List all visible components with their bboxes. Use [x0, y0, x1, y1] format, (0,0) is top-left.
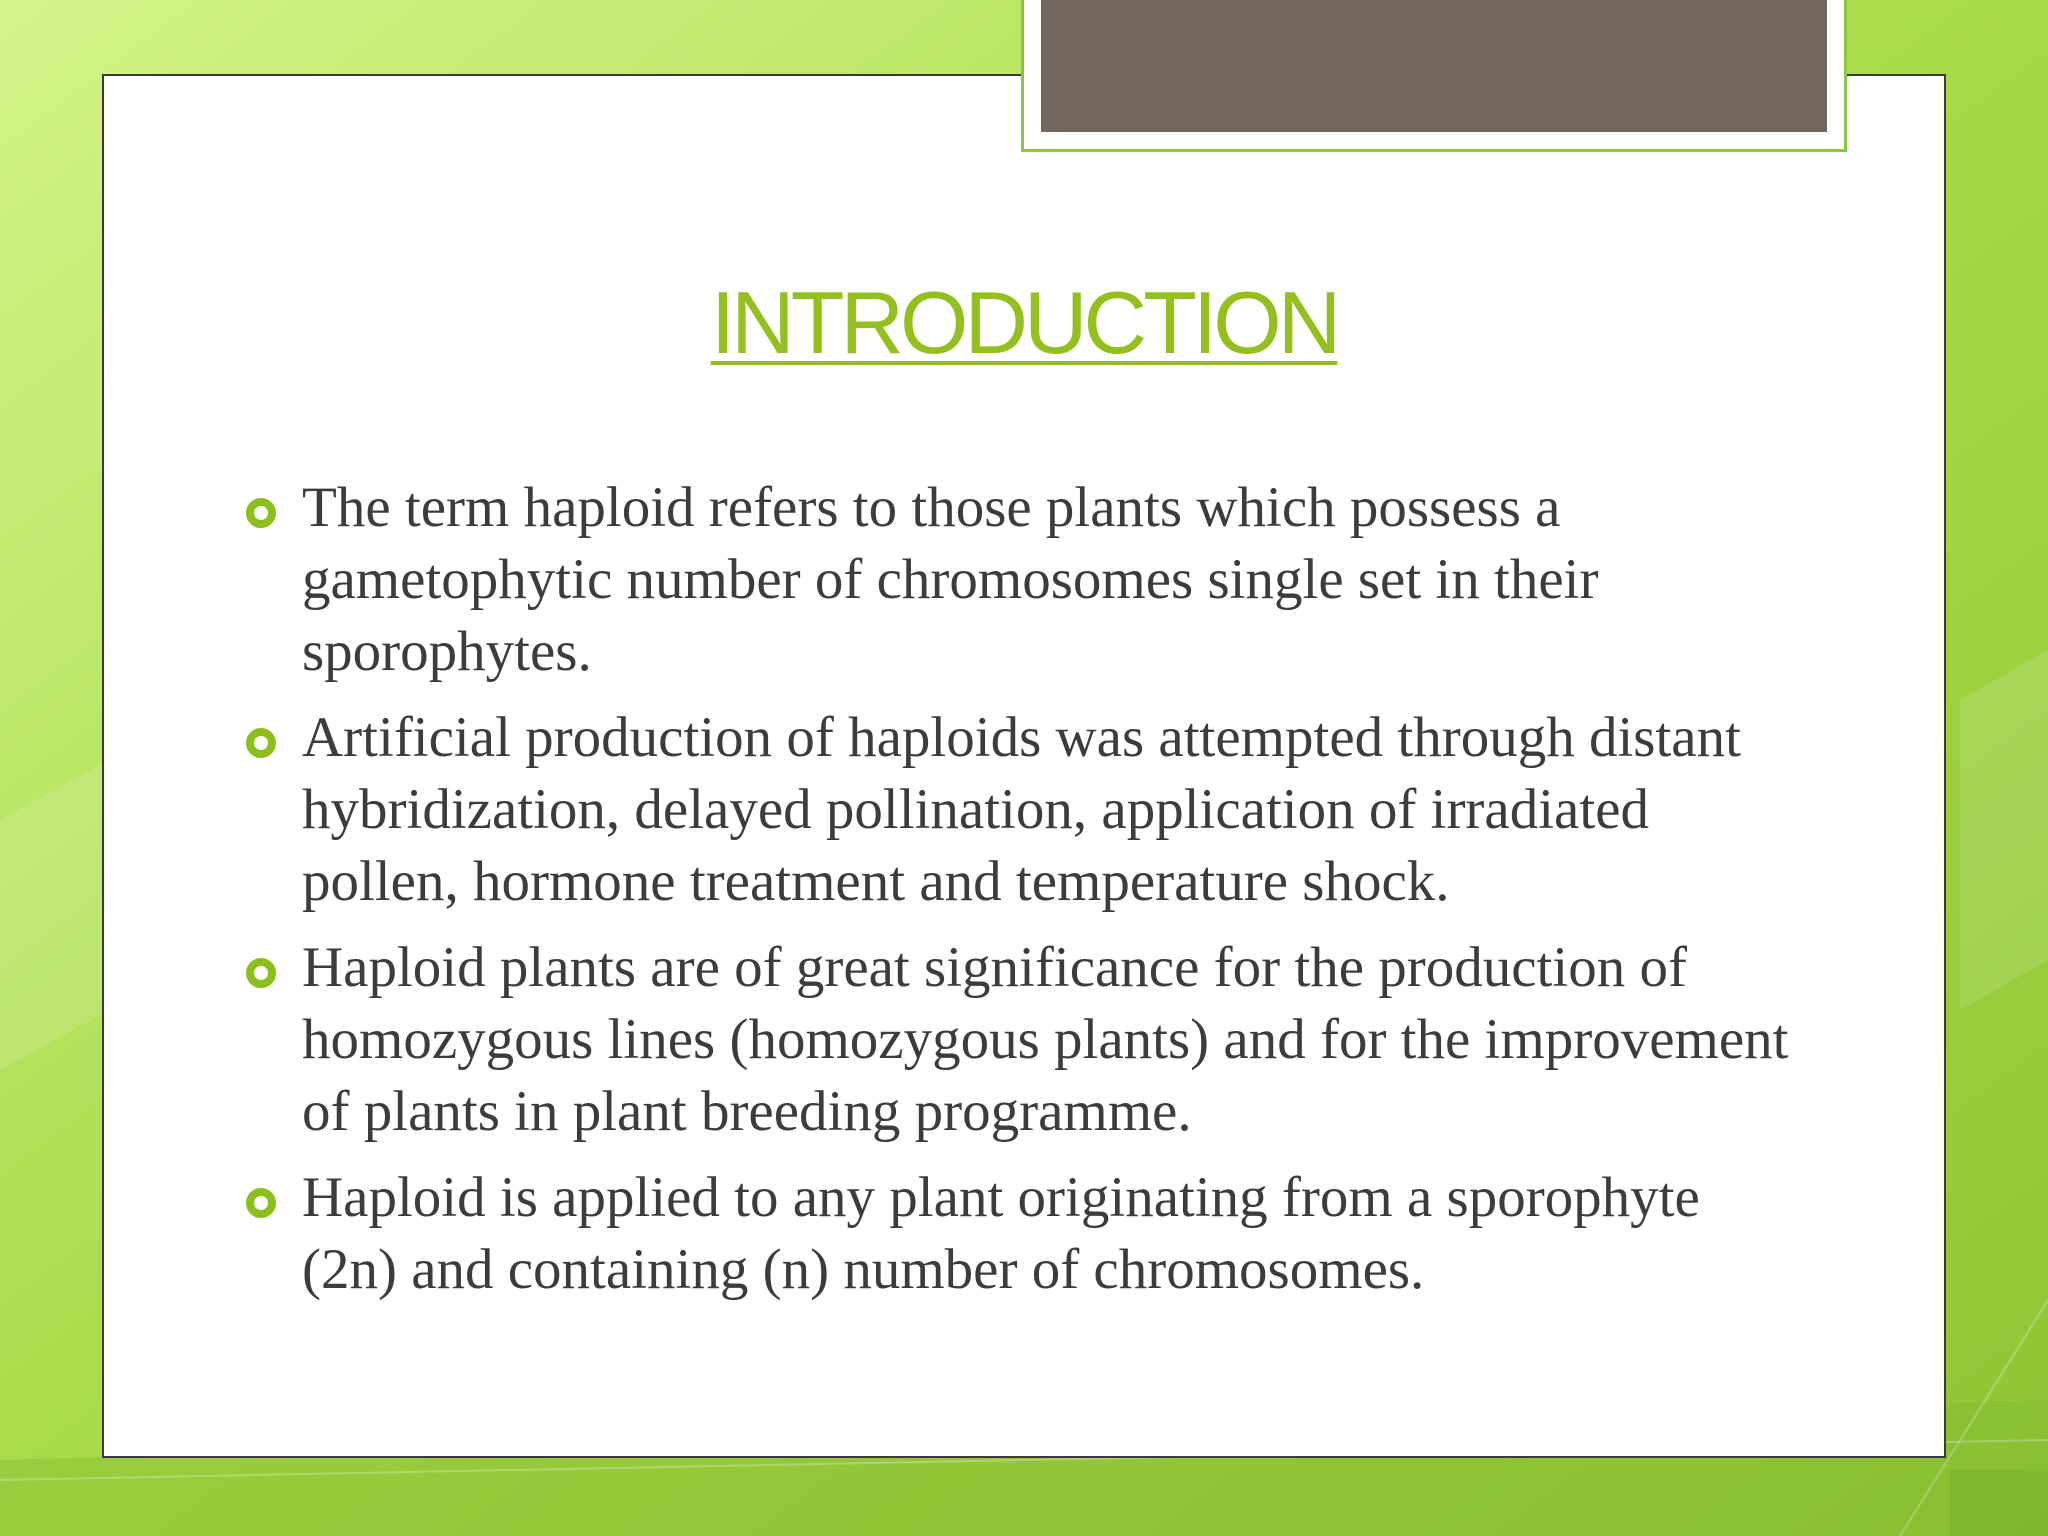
- bullet-list: [240, 472, 1800, 1320]
- ring-bullet-icon: [246, 958, 276, 988]
- bullet-text: Haploid is applied to any plant originating from a sporophyte (2n) and containing (n) number of chromosomes.: [302, 1166, 1700, 1301]
- bullet-text: Artificial production of haploids was attempted through distant hybridization, delayed pollination, application of irradiated pollen, hormone treatment and temperature shock.: [302, 706, 1741, 913]
- bullet-item: [240, 1162, 1800, 1306]
- bullet-item: [240, 702, 1800, 918]
- bullet-item: [240, 472, 1800, 688]
- ring-bullet-icon: [246, 1188, 276, 1218]
- ring-bullet-icon: [246, 728, 276, 758]
- bullet-text: Haploid plants are of great significance for the production of homozygous lines (homozygous plants) and for the improvement of plants in plant breeding programme.: [302, 936, 1789, 1143]
- bullet-item: [240, 932, 1800, 1148]
- bullet-text: The term haploid refers to those plants which possess a gametophytic number of chromosomes single set in their sporophytes.: [302, 476, 1599, 683]
- ring-bullet-icon: [246, 498, 276, 528]
- slide-title: INTRODUCTION: [710, 273, 1338, 372]
- header-tab: [1041, 0, 1827, 132]
